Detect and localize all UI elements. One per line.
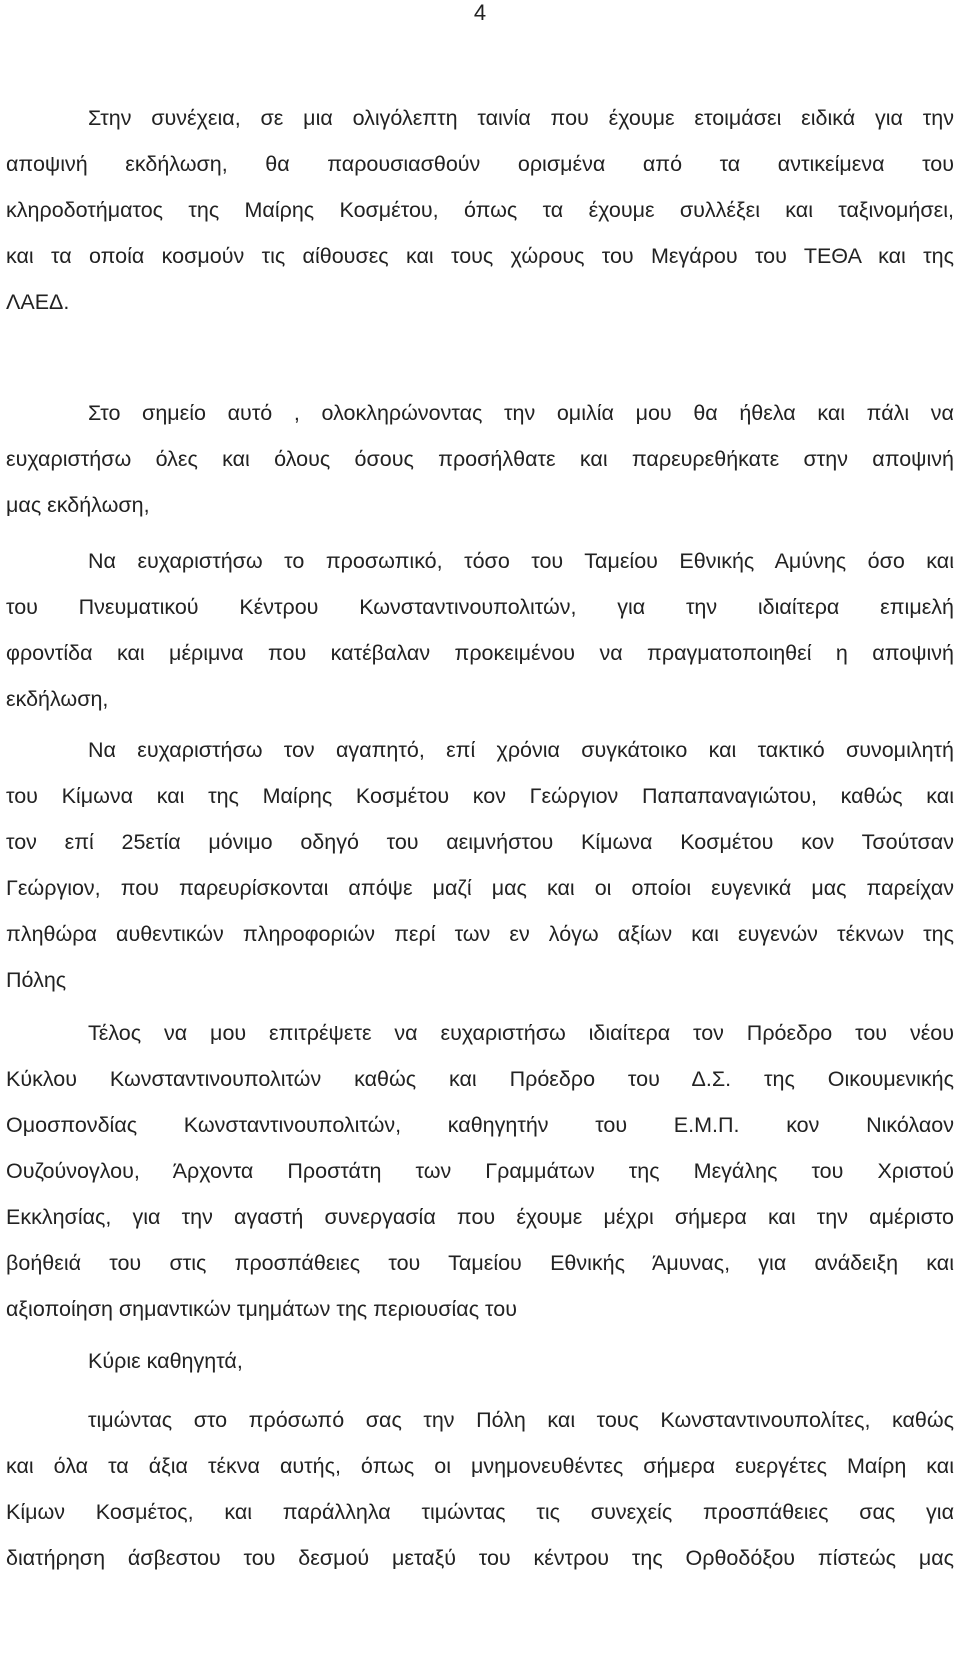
text-line: ευχαριστήσω όλες και όλους όσους προσήλθατε και παρευρεθήκατε στην αποψινή — [6, 447, 954, 471]
paragraph-honoring — [6, 1397, 954, 1581]
paragraph-thanks-president — [6, 1010, 954, 1332]
text-line: διατήρηση άσβεστου του δεσμού μεταξύ του κέντρου της Ορθοδόξου πίστεώς μας — [6, 1546, 954, 1570]
text-line: Κίμων Κοσμέτος, και παράλληλα τιμώντας τις συνεχείς προσπάθειες σας για — [6, 1500, 954, 1524]
text-line: Ομοσπονδίας Κωνσταντινουπολιτών, καθηγητήν του Ε.Μ.Π. κον Νικόλαον — [6, 1113, 954, 1137]
text-line: Εκκλησίας, για την αγαστή συνεργασία που έχουμε μέχρι σήμερα και την αμέριστο — [6, 1205, 954, 1229]
text-line: αποψινή εκδήλωση, θα παρουσιασθούν ορισμένα από τα αντικείμενα του — [6, 152, 954, 176]
paragraph-thanks-companions — [6, 727, 954, 1003]
text-line: εκδήλωση, — [6, 687, 109, 711]
text-line: αξιοποίηση σημαντικών τμημάτων της περιουσίας του — [6, 1297, 517, 1321]
paragraph-address-professor — [6, 1338, 954, 1384]
text-line: ΛΑΕΔ. — [6, 290, 70, 314]
text-line: του Πνευματικού Κέντρου Κωνσταντινουπολιτών, για την ιδιαίτερα επιμελή — [6, 595, 954, 619]
text-line: Στην συνέχεια, σε μια ολιγόλεπτη ταινία που έχουμε ετοιμάσει ειδικά για την — [88, 106, 954, 130]
paragraph-thanks-attendees — [6, 390, 954, 528]
text-line: τον επί 25ετία μόνιμο οδηγό του αειμνήστου Κίμωνα Κοσμέτου κον Τσούτσαν — [6, 830, 954, 854]
text-line: Να ευχαριστήσω το προσωπικό, τόσο του Ταμείου Εθνικής Αμύνης όσο και — [88, 549, 954, 573]
text-line: και τα οποία κοσμούν τις αίθουσες και τους χώρους του Μεγάρου του ΤΕΘΑ και της — [6, 244, 954, 268]
text-line: κληροδοτήματος της Μαίρης Κοσμέτου, όπως τα έχουμε συλλέξει και ταξινομήσει, — [6, 198, 954, 222]
text-line: φροντίδα και μέριμνα που κατέβαλαν προκειμένου να πραγματοποιηθεί η αποψινή — [6, 641, 954, 665]
text-line: βοήθειά του στις προσπάθειες του Ταμείου Εθνικής Άμυνας, για ανάδειξη και — [6, 1251, 954, 1275]
text-line: Κύριε καθηγητά, — [88, 1349, 243, 1373]
text-line: Κύκλου Κωνσταντινουπολιτών καθώς και Πρόεδρο του Δ.Σ. της Οικουμενικής — [6, 1067, 954, 1091]
text-line: Τέλος να μου επιτρέψετε να ευχαριστήσω ιδιαίτερα τον Πρόεδρο του νέου — [88, 1021, 954, 1045]
text-line: Γεώργιον, που παρευρίσκονται απόψε μαζί μας και οι οποίοι ευγενικά μας παρείχαν — [6, 876, 954, 900]
text-line: Στο σημείο αυτό , ολοκληρώνοντας την ομιλία μου θα ήθελα και πάλι να — [88, 401, 954, 425]
page-number: 4 — [473, 0, 487, 25]
text-line: του Κίμωνα και της Μαίρης Κοσμέτου κον Γεώργιον Παπαπαναγιώτου, καθώς και — [6, 784, 954, 808]
paragraph-thanks-staff — [6, 538, 954, 722]
text-line: Ουζούνογλου, Άρχοντα Προστάτη των Γραμμάτων της Μεγάλης του Χριστού — [6, 1159, 954, 1183]
text-line: πληθώρα αυθεντικών πληροφοριών περί των εν λόγω αξίων και ευγενών τέκνων της — [6, 922, 954, 946]
text-line: μας εκδήλωση, — [6, 493, 150, 517]
text-line: και όλα τα άξια τέκνα αυτής, όπως οι μνημονευθέντες σήμερα ευεργέτες Μαίρη και — [6, 1454, 954, 1478]
text-line: τιμώντας στο πρόσωπό σας την Πόλη και τους Κωνσταντινουπολίτες, καθώς — [88, 1408, 954, 1432]
text-line: Πόλης — [6, 968, 67, 992]
paragraph-film-presentation — [6, 95, 954, 325]
text-line: Να ευχαριστήσω τον αγαπητό, επί χρόνια συγκάτοικο και τακτικό συνομιλητή — [88, 738, 954, 762]
